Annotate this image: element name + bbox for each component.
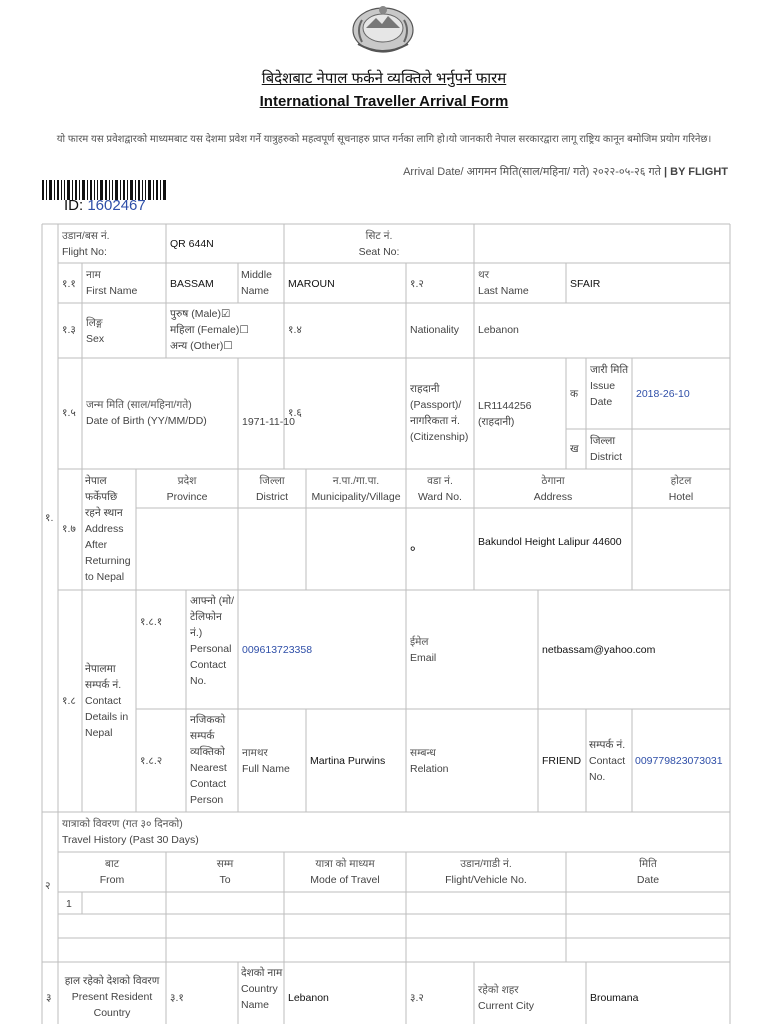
issue-index: क <box>570 388 579 400</box>
municipality-header-np: न.पा./गा.पा. <box>332 475 380 487</box>
hotel-header <box>632 473 730 505</box>
travel-flight-np: उडान/गाडी नं. <box>460 858 512 870</box>
relation-label-en: Relation <box>410 763 449 775</box>
address-header-en: Address <box>533 491 573 503</box>
dob-value[interactable]: 1971-11-10 <box>242 416 295 428</box>
id-value: 1602467 <box>87 197 146 214</box>
nationality-number: १.४ <box>288 324 302 336</box>
travel-to-header <box>166 856 284 888</box>
ward-header-np: वडा नं. <box>427 475 453 487</box>
sex-options <box>170 306 284 354</box>
address-number: १.७ <box>62 523 76 535</box>
address-header <box>474 473 632 505</box>
issue-date-value[interactable]: 2018-26-10 <box>636 388 690 400</box>
nationality-label: Nationality <box>410 324 460 336</box>
travel-date-np: मिति <box>639 858 657 870</box>
dob-label-en: Date of Birth (YY/MM/DD) <box>86 415 207 427</box>
relation-label-np: सम्बन्ध <box>410 747 436 759</box>
fullname-label <box>242 745 304 777</box>
email-label-np: ईमेल <box>410 636 429 648</box>
travel-history-label-en: Travel History (Past 30 Days) <box>62 834 199 846</box>
resident-country-index: ३.१ <box>170 992 184 1004</box>
relation-value[interactable]: FRIEND <box>542 755 582 767</box>
dob-number: १.५ <box>62 407 76 419</box>
relation-label <box>410 745 530 777</box>
form-intro-text: यो फारम यस प्रवेशद्वारको माध्यमबाट यस देशमा प्रवेश गर्ने यात्रुहरुको महत्वपूर्ण सूचनाहरु प्राप्त गर्नका लागि हो।यो जानकारी नेपाल सरकारद्वारा लागू राष्ट्रिय कानून बमोजिम प्रयोग गरिनेछ। <box>56 134 712 145</box>
email-label <box>410 634 530 666</box>
dob-label <box>86 397 236 429</box>
district-index: ख <box>570 443 579 455</box>
personal-contact-label: आफ्नो (मो/टेलिफोन नं.) Personal Contact No. <box>190 595 235 687</box>
country-name-value[interactable]: Lebanon <box>288 992 329 1004</box>
travel-to-np: सम्म <box>216 858 234 870</box>
current-city-value[interactable]: Broumana <box>590 992 639 1004</box>
current-city-label <box>478 982 584 1014</box>
form-title-nepali: बिदेशबाट नेपाल फर्कने व्यक्तिले भर्नुपर्ने फारम <box>261 70 507 87</box>
municipality-header-en: Municipality/Village <box>311 491 401 503</box>
province-header <box>136 473 238 505</box>
middle-name-value[interactable]: MAROUN <box>288 278 335 290</box>
contact-label: नेपालमा सम्पर्क नं. Contact Details in Nepal <box>85 663 129 739</box>
municipality-header <box>306 473 406 505</box>
travel-date-header <box>566 856 730 888</box>
country-name-label: देशको नाम Country Name <box>241 967 283 1011</box>
last-name-number: १.२ <box>410 278 424 290</box>
hotel-header-np: होटल <box>670 475 692 487</box>
last-name-label-en: Last Name <box>478 285 529 297</box>
current-city-label-np: रहेको शहर <box>478 984 519 996</box>
form-title-english: International Traveller Arrival Form <box>259 93 509 110</box>
arrival-mode: | BY FLIGHT <box>660 166 728 178</box>
dob-label-np: जन्म मिति (साल/महिना/गते) <box>86 399 192 411</box>
ward-value[interactable]: ० <box>410 543 416 555</box>
nationality-value[interactable]: Lebanon <box>478 324 519 336</box>
province-header-en: Province <box>166 491 208 503</box>
nearest-contact-label: नजिकको सम्पर्क व्यक्तिको Nearest Contact Person <box>190 714 227 806</box>
last-name-label <box>478 267 564 299</box>
district-header-en: District <box>255 491 289 503</box>
seat-label-en: Seat No: <box>358 246 400 258</box>
address-label: नेपाल फर्केपछि रहने स्थान Address After Returning to Nepal <box>85 475 131 583</box>
sex-option-other[interactable]: अन्य (Other)☐ <box>170 340 233 352</box>
flight-label-np: उडान/बस नं. <box>62 230 110 242</box>
fullname-label-np: नामथर <box>242 747 268 759</box>
travel-mode-header <box>284 856 406 888</box>
sex-label-np: लिङ्ग <box>86 317 103 329</box>
current-city-label-en: Current City <box>478 1000 535 1012</box>
first-name-value[interactable]: BASSAM <box>170 278 214 290</box>
travel-from-header <box>58 856 166 888</box>
last-name-label-np: थर <box>478 269 490 281</box>
current-city-index: ३.२ <box>410 992 424 1004</box>
seat-label-np: सिट नं. <box>365 230 393 242</box>
travel-from-en: From <box>99 874 125 886</box>
contact-number: १.८ <box>62 695 76 707</box>
fullname-value[interactable]: Martina Purwins <box>310 755 386 767</box>
province-header-np: प्रदेश <box>177 475 197 487</box>
flight-number-label <box>62 228 162 260</box>
first-name-label <box>86 267 166 299</box>
ward-header-en: Ward No. <box>418 491 462 503</box>
address-header-np: ठेगाना <box>541 475 565 487</box>
email-value[interactable]: netbassam@yahoo.com <box>542 644 656 656</box>
fullname-label-en: Full Name <box>242 763 290 775</box>
resident-country-label: हाल रहेको देशको विवरण Present Resident Country <box>64 975 160 1019</box>
travel-history-label-np: यात्राको विवरण (गत ३० दिनको) <box>62 818 183 830</box>
issue-district-label: जिल्ला District <box>590 435 623 463</box>
district-header-np: जिल्ला <box>259 475 285 487</box>
first-name-label-en: First Name <box>86 285 138 297</box>
seat-number-label <box>284 228 474 260</box>
sex-label-en: Sex <box>86 333 105 345</box>
id-label: ID: <box>64 197 88 214</box>
passport-label: राहदानी (Passport)/ नागरिकता नं. (Citizenship) <box>410 383 469 443</box>
section-one-number: १. <box>45 512 54 524</box>
travel-date-en: Date <box>636 874 660 886</box>
nearest-contact-index: १.८.२ <box>140 755 163 767</box>
personal-contact-index: १.८.१ <box>140 616 163 628</box>
first-name-number: १.१ <box>62 278 76 290</box>
email-label-en: Email <box>410 652 437 664</box>
ward-header <box>406 473 474 505</box>
flight-label-en: Flight No: <box>62 246 107 258</box>
issue-date-label: जारी मिति Issue Date <box>590 364 629 408</box>
address-value[interactable]: Bakundol Height Lalipur 44600 <box>478 536 622 548</box>
section-three-number: ३ <box>46 992 52 1004</box>
section-two-number: २ <box>45 880 51 892</box>
personal-contact-value[interactable]: 009613723358 <box>242 644 313 656</box>
travel-history-label <box>62 816 362 848</box>
travel-from-np: बाट <box>104 858 119 870</box>
arrival-date-label: Arrival Date/ आगमन मिति(साल/महिना/ गते) २०२२-०५-२६ गते <box>403 166 661 178</box>
flight-number-value[interactable]: QR 644N <box>170 238 214 250</box>
nearest-contact-no-label: सम्पर्क नं. Contact No. <box>589 739 626 783</box>
travel-mode-en: Mode of Travel <box>310 874 380 886</box>
sex-label <box>86 315 166 347</box>
last-name-value[interactable]: SFAIR <box>570 278 601 290</box>
sex-option-male[interactable]: पुरुष (Male)☑ <box>170 308 231 320</box>
nearest-contact-no-value[interactable]: 009779823073031 <box>635 755 723 767</box>
travel-mode-np: यात्रा को माध्यम <box>315 858 375 870</box>
travel-to-en: To <box>219 874 231 886</box>
first-name-label-np: नाम <box>86 269 101 281</box>
passport-value[interactable]: LR1144256 (राहदानी) <box>478 400 532 428</box>
travel-row-number: 1 <box>66 898 72 910</box>
hotel-header-en: Hotel <box>668 491 694 503</box>
middle-name-label: Middle Name <box>241 269 272 297</box>
sex-option-female[interactable]: महिला (Female)☐ <box>170 324 249 336</box>
sex-number: १.३ <box>62 324 76 336</box>
passport-number-index: १.६ <box>288 407 302 419</box>
travel-flight-header <box>406 856 566 888</box>
travel-flight-en: Flight/Vehicle No. <box>445 874 527 886</box>
district-header <box>238 473 306 505</box>
